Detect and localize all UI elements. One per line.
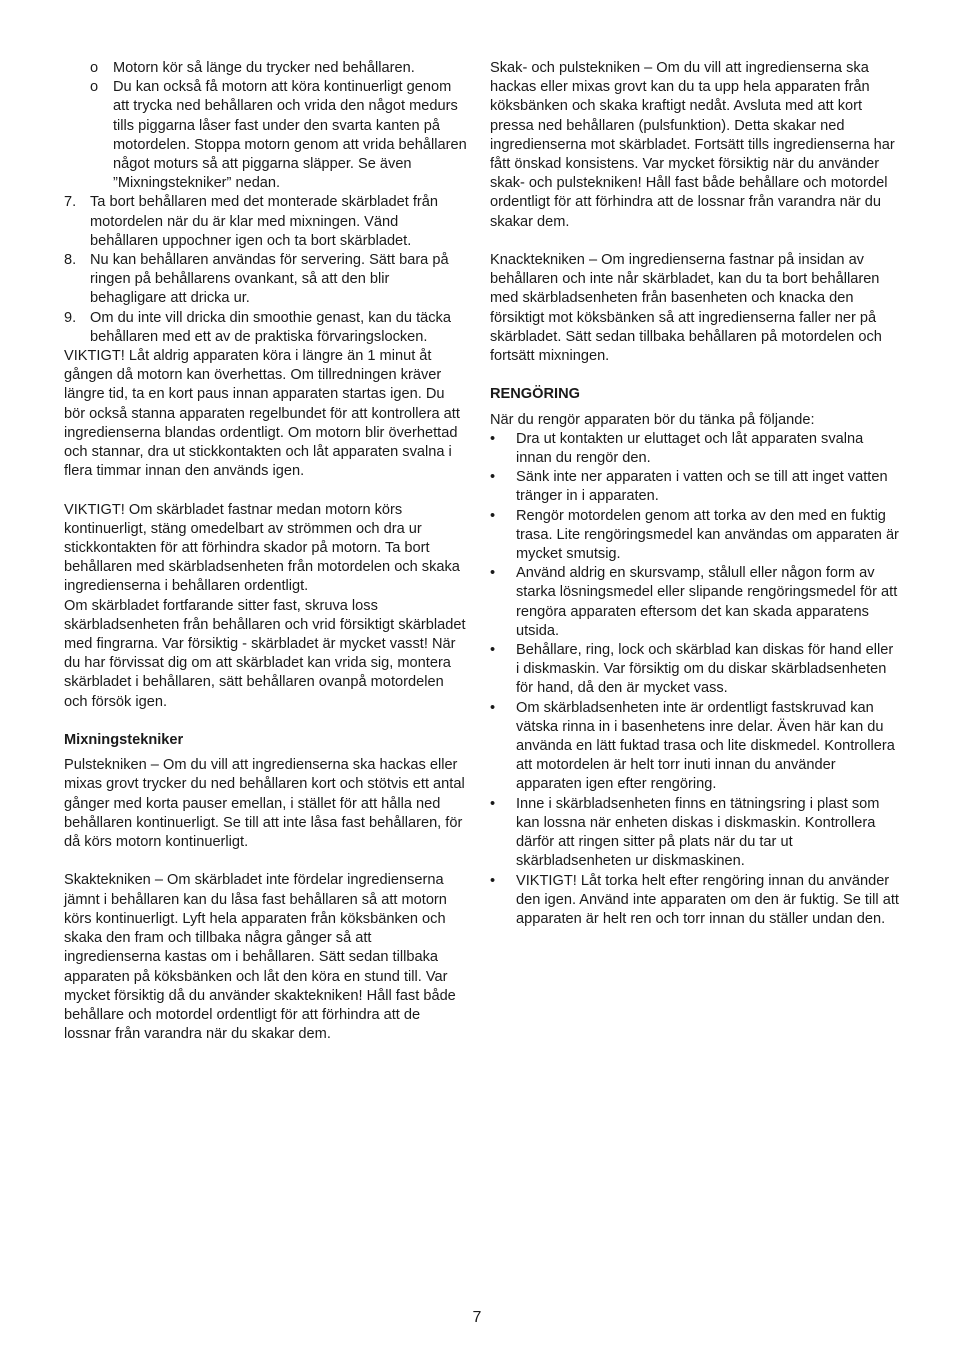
cleaning-bullet-list: [490, 430, 900, 929]
cleaning-bullet: [490, 564, 900, 641]
left-column: [64, 59, 468, 1044]
mixing-techniques-heading: Mixningstekniker: [64, 732, 184, 749]
pulse-technique-paragraph: Pulstekniken – Om du vill att ingredienserna ska hackas eller mixas grovt trycker du ned behållaren kort och stötvis ett antal gånger med korta pauser emellan, i stället för att hålla ned behållaren kontinuerligt. Se till att inte låsa fast behållaren, för då körs motorn kontinuerligt.: [64, 757, 465, 851]
step-number: 7.: [64, 194, 77, 211]
sub-item-marker: o: [90, 60, 99, 76]
sub-item-marker: o: [90, 79, 99, 96]
cleaning-heading: RENGÖRING: [490, 386, 580, 403]
sub-item: [64, 78, 468, 193]
bullet-marker: •: [490, 795, 496, 812]
bullet-text: Behållare, ring, lock och skärblad kan diskas för hand eller i diskmaskin. Var försiktig om du diskar skärbladsenheten för hand, då den är mycket vass.: [516, 642, 894, 697]
step-item: [64, 193, 468, 251]
bullet-marker: •: [490, 507, 496, 524]
steps-list: [64, 193, 468, 347]
step-text: Nu kan behållaren användas för servering. Sätt bara på ringen på behållarens ovankant, så att den blir behagligare att dricka ur.: [90, 252, 449, 307]
cleaning-bullet: [490, 699, 900, 795]
cleaning-bullet: [490, 468, 900, 506]
important-overheat-paragraph: VIKTIGT! Låt aldrig apparaten köra i längre än 1 minut åt gången då motorn kan överhettas. Om tillredningen kräver längre tid, ta en kort paus innan apparaten startas igen. Du bör också stanna apparaten regelbundet för att kontrollera att ingredienserna blandas ordentligt. Om motorn blir överhettad och stannar, dra ut stickkontakten och låt apparaten svalna i flera timmar innan den används igen.: [64, 348, 460, 480]
bullet-text: Sänk inte ner apparaten i vatten och se till att inget vatten tränger in i apparaten.: [516, 469, 888, 505]
sub-item: [64, 59, 468, 78]
page-number: 7: [472, 1309, 482, 1326]
sub-item-list: [64, 59, 468, 193]
step-number: 8.: [64, 252, 77, 269]
sub-item-text: Motorn kör så länge du trycker ned behållaren.: [113, 60, 415, 76]
sub-item-text: Du kan också få motorn att köra kontinuerligt genom att trycka ned behållaren och vrida den något medurs tills piggarna låser fast under den svarta kanten på motordelen. Stoppa motorn genom att vrida behållaren något moturs så att piggarna släpper. Se även ”Mixningstekniker” nedan.: [113, 79, 467, 192]
bullet-text: VIKTIGT! Låt torka helt efter rengöring innan du använder den igen. Använd inte apparaten om den är fuktig. Se till att apparaten är helt ren och torr innan du ställer undan den.: [516, 872, 899, 927]
knock-technique-paragraph: Knacktekniken – Om ingredienserna fastnar på insidan av behållaren och inte når skärbladet, kan du ta bort behållaren med skärbladsenheten från basenheten och knacka den försiktigt mot köksbänken så att ingredienserna faller ner på skärbladet. Sätt sedan tillbaka behållaren på motordelen och fortsätt mixningen.: [490, 252, 882, 365]
step-item: [64, 251, 468, 309]
right-column: [490, 59, 900, 929]
cleaning-bullet: [490, 795, 900, 872]
step-item: [64, 309, 468, 347]
shake-pulse-technique-paragraph: Skak- och pulstekniken – Om du vill att ingredienserna ska hackas eller mixas grovt kan du ta upp hela apparaten från köksbänken och skaka kraftigt nedåt. Avsluta med att kort pressa ned behållaren (pulsfunktion). Detta skakar ned ingredienserna mot skärbladet. Fortsätt tills ingredienserna har fått önskad konsistens. Var mycket försiktig när du använder skak- och pulstekniken! Håll fast både behållare och motordel ordentligt för att förhindra att de lossnar från varandra när du skakar dem.: [490, 60, 895, 230]
cleaning-bullet: [490, 641, 900, 699]
bullet-marker: •: [490, 565, 496, 582]
step-number: 9.: [64, 309, 77, 326]
blade-still-stuck-paragraph: Om skärbladet fortfarande sitter fast, skruva loss skärbladsenheten från behållaren och vrid försiktigt skärbladet med fingrarna. Var försiktig - skärbladet är mycket vasst! När du har förvissat dig om att skärbladet kan vrida sig, montera skärbladet i behållaren, sätt behållaren ovanpå motordelen och försök igen.: [64, 597, 466, 710]
bullet-marker: •: [490, 642, 496, 659]
important-blade-stuck-paragraph: VIKTIGT! Om skärbladet fastnar medan motorn körs kontinuerligt, stäng omedelbart av strömmen och dra ur stickkontakten för att förhindra skador på motorn. Ta bort behållaren med skärbladsenheten från motordelen och skaka ingredienserna i behållaren ordentligt.: [64, 501, 460, 595]
step-text: Om du inte vill dricka din smoothie genast, kan du täcka behållaren med ett av de praktiska förvaringslocken.: [90, 309, 451, 345]
bullet-marker: •: [490, 699, 496, 716]
shake-technique-paragraph: Skaktekniken – Om skärbladet inte fördelar ingredienserna jämnt i behållaren kan du låsa fast behållaren så att motorn körs kontinuerligt. Lyft hela apparaten från köksbänken och skaka den fram och tillbaka några gånger så att ingredienserna kastas om i behållaren. Sätt sedan tillbaka apparaten på köksbänken och låt den köra en stund till. Var mycket försiktig då du använder skaktekniken! Håll fast både behållare och motordel ordentligt för att förhindra att de lossnar från varandra när du skakar dem.: [64, 872, 456, 1043]
cleaning-bullet: [490, 507, 900, 565]
bullet-marker: •: [490, 872, 496, 889]
bullet-marker: •: [490, 430, 496, 447]
cleaning-bullet: [490, 872, 900, 930]
bullet-text: Dra ut kontakten ur eluttaget och låt apparaten svalna innan du rengör den.: [516, 430, 864, 467]
cleaning-intro: När du rengör apparaten bör du tänka på följande:: [490, 411, 815, 428]
bullet-text: Använd aldrig en skursvamp, stålull eller någon form av starka lösningsmedel eller slipande rengöringsmedel för att rengöra apparaten eftersom det kan skada apparatens utsida.: [516, 565, 898, 639]
cleaning-bullet: [490, 430, 900, 468]
bullet-text: Om skärbladsenheten inte är ordentligt fastskruvad kan vätska rinna in i basenhetens inre delar. Även här kan du använda en lätt fuktad trasa och lite diskmedel. Kontrollera att motordelen är helt torr inuti innan du använder apparaten igen efter rengöring.: [516, 699, 895, 793]
bullet-text: Rengör motordelen genom att torka av den med en fuktig trasa. Lite rengöringsmedel kan användas om apparaten är mycket smutsig.: [516, 507, 899, 563]
step-text: Ta bort behållaren med det monterade skärbladet från motordelen när du är klar med mixningen. Vänd behållaren uppochner igen och ta bort skärbladet.: [90, 194, 439, 249]
bullet-text: Inne i skärbladsenheten finns en tätningsring i plast som kan lossna när enheten diskas i diskmaskin. Kontrollera därför att ringen sitter på plats när du tar ut skärbladsenheten ur diskmaskinen.: [516, 795, 880, 870]
bullet-marker: •: [490, 469, 496, 486]
